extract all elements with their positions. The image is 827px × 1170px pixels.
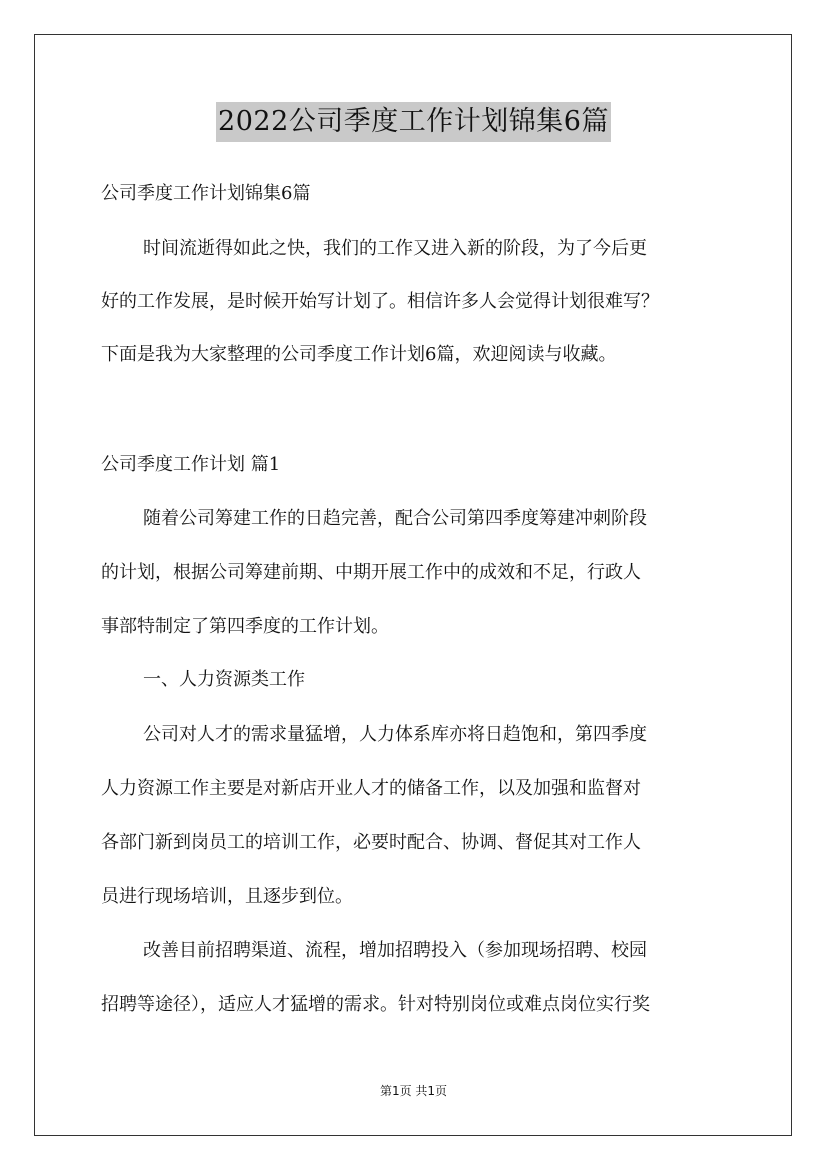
section-heading-1: 公司季度工作计划 篇1 <box>101 454 281 475</box>
paragraph-3-line-2: 招聘等途径），适应人才猛增的需求。针对特别岗位或难点岗位实行奖 <box>101 994 650 1015</box>
subheading-hr-work: 一、人力资源类工作 <box>143 669 305 690</box>
paragraph-1-line-1: 随着公司筹建工作的日趋完善，配合公司第四季度筹建冲刺阶段 <box>143 508 647 529</box>
paragraph-2-line-2: 人力资源工作主要是对新店开业人才的储备工作，以及加强和监督对 <box>101 778 641 799</box>
page-footer: 第1页 共1页 <box>379 1084 448 1098</box>
paragraph-1-line-3: 事部特制定了第四季度的工作计划。 <box>101 616 389 637</box>
subtitle-line: 公司季度工作计划锦集6篇 <box>101 183 311 204</box>
document-title: 2022公司季度工作计划锦集6篇 <box>0 100 827 142</box>
paragraph-2-line-4: 员进行现场培训，且逐步到位。 <box>101 886 353 907</box>
paragraph-2-line-1: 公司对人才的需求量猛增，人力体系库亦将日趋饱和，第四季度 <box>143 724 647 745</box>
paragraph-3-line-1: 改善目前招聘渠道、流程，增加招聘投入（参加现场招聘、校园 <box>143 940 647 961</box>
paragraph-2-line-3: 各部门新到岗员工的培训工作，必要时配合、协调、督促其对工作人 <box>101 832 641 853</box>
intro-line-3: 下面是我为大家整理的公司季度工作计划6篇，欢迎阅读与收藏。 <box>101 344 617 365</box>
paragraph-1-line-2: 的计划，根据公司筹建前期、中期开展工作中的成效和不足，行政人 <box>101 562 641 583</box>
intro-line-1: 时间流逝得如此之快，我们的工作又进入新的阶段，为了今后更 <box>143 238 647 259</box>
intro-line-2: 好的工作发展，是时候开始写计划了。相信许多人会觉得计划很难写？ <box>101 291 659 312</box>
